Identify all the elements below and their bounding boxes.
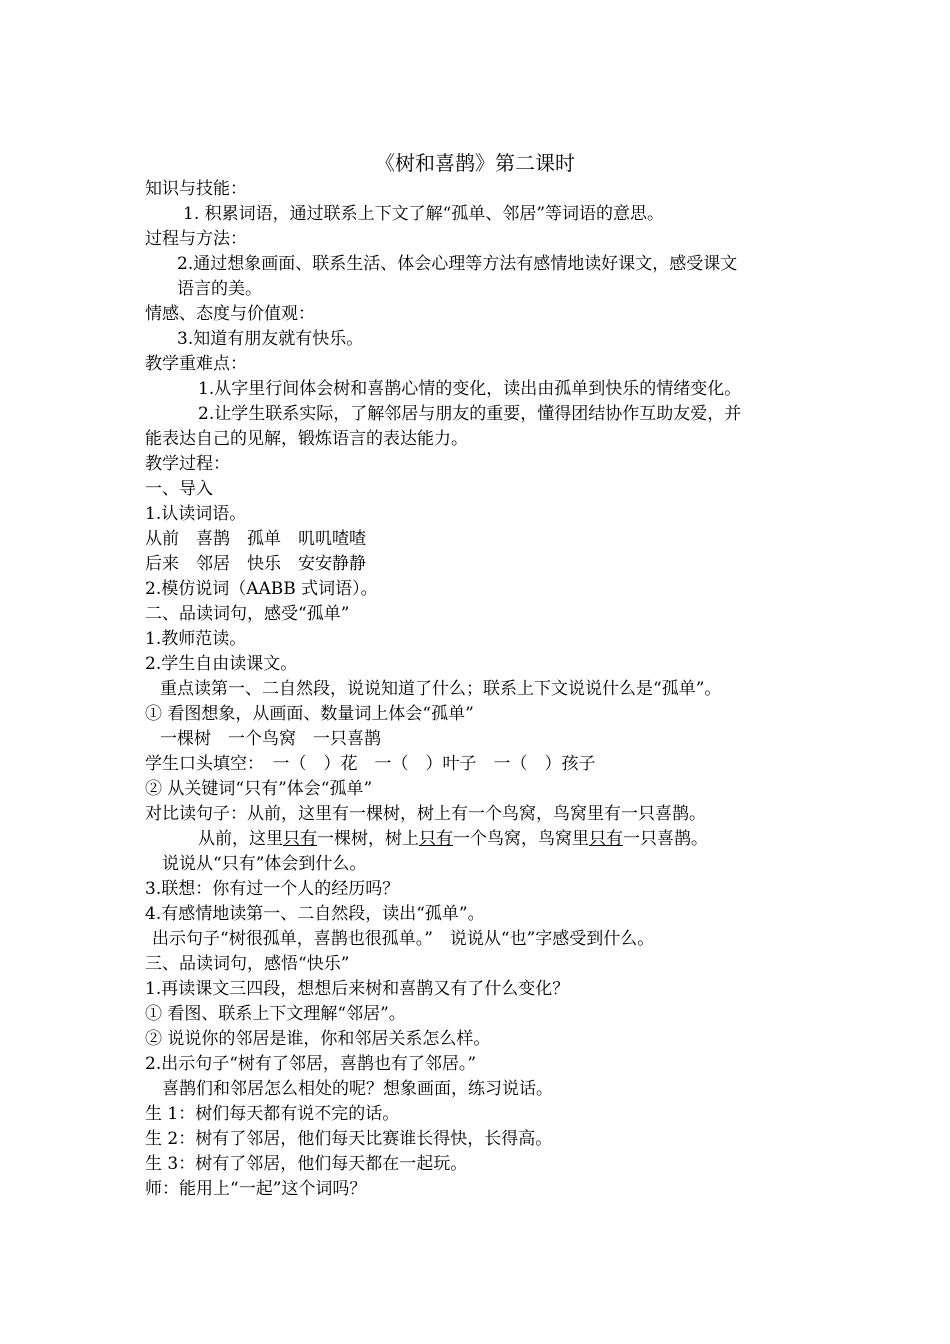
student-answer: 生 1：树们每天都有说不完的话。 [145,1104,400,1124]
keypoint-2: 2.让学生联系实际，了解邻居与朋友的重要，懂得团结协作互助友爱，并 [198,404,742,424]
keypoint-2-cont: 能表达自己的见解，锻炼语言的表达能力。 [145,429,468,449]
step-text: ① 看图想象，从画面、数量词上体会“孤单” [145,704,474,724]
teacher-question: 师：能用上“一起”这个词吗？ [145,1179,367,1199]
student-answer: 生 3：树有了邻居，他们每天都在一起玩。 [145,1154,468,1174]
compare-part: 一棵树，树上 [317,829,419,849]
objective-2-cont: 语言的美。 [177,279,262,299]
step-text: 2.模仿说词（AABB 式词语）。 [145,579,378,599]
heading-keypoints: 教学重难点： [145,354,247,374]
underlined-keyword: 只有 [589,829,623,849]
underlined-keyword: 只有 [419,829,453,849]
objective-1: 1. 积累词语，通过联系上下文了解“孤单、邻居”等词语的意思。 [183,204,665,224]
heading-process: 过程与方法： [145,229,247,249]
word-list-2: 后来 邻居 快乐 安安静静 [145,554,366,574]
step-text: 重点读第一、二自然段，说说知道了什么；联系上下文说说什么是“孤单”。 [160,679,722,699]
step-text: 喜鹊们和邻居怎么相处的呢？想象画面，练习说话。 [162,1079,553,1099]
compare-part: 一个鸟窝，鸟窝里 [453,829,589,849]
heading-emotion: 情感、态度与价值观： [145,304,315,324]
compare-sentence-2 [198,828,708,850]
step-text: 说说从“只有”体会到什么。 [162,854,367,874]
step-text: 出示句子“树很孤单，喜鹊也很孤单。” 说说从“也”字感受到什么。 [152,929,655,949]
heading-process-steps: 教学过程： [145,454,230,474]
step-text: 4.有感情地读第一、二自然段，读出“孤单”。 [145,904,485,924]
compare-sentence-1: 对比读句子：从前，这里有一棵树，树上有一个鸟窝，鸟窝里有一只喜鹊。 [145,804,706,824]
compare-part: 一只喜鹊。 [623,829,708,849]
objective-2: 2.通过想象画面、联系生活、体会心理等方法有感情地读好课文，感受课文 [177,254,738,274]
step-text: 2.出示句子“树有了邻居，喜鹊也有了邻居。” [145,1054,477,1074]
word-list-1: 从前 喜鹊 孤单 叽叽喳喳 [145,529,366,549]
step-text: ② 说说你的邻居是谁，你和邻居关系怎么样。 [145,1029,491,1049]
step-text: 1.教师范读。 [145,629,247,649]
keypoint-1: 1.从字里行间体会树和喜鹊心情的变化，读出由孤单到快乐的情绪变化。 [198,379,742,399]
heading-knowledge: 知识与技能： [145,179,247,199]
objective-3: 3.知道有朋友就有快乐。 [177,329,364,349]
document-title: 《树和喜鹊》第二课时 [375,151,575,175]
step-text: ② 从关键词“只有”体会“孤单” [145,779,373,799]
step-text: 1.再读课文三四段，想想后来树和喜鹊又有了什么变化？ [145,979,570,999]
step-text: 2.学生自由读课文。 [145,654,298,674]
fill-in-exercise: 学生口头填空： 一（ ）花 一（ ）叶子 一（ ）孩子 [145,754,596,774]
compare-part: 从前，这里 [198,829,283,849]
section-3-heading: 三、品读词句，感悟“快乐” [145,954,350,974]
section-2-heading: 二、品读词句，感受“孤单” [145,604,350,624]
step-text: 3.联想：你有过一个人的经历吗？ [145,879,400,899]
student-answer: 生 2：树有了邻居，他们每天比赛谁长得快，长得高。 [145,1129,553,1149]
step-text: 1.认读词语。 [145,504,247,524]
section-1-heading: 一、导入 [145,479,213,499]
step-text: ① 看图、联系上下文理解“邻居”。 [145,1004,406,1024]
phrase-list: 一棵树 一个鸟窝 一只喜鹊 [160,729,381,749]
underlined-keyword: 只有 [283,829,317,849]
